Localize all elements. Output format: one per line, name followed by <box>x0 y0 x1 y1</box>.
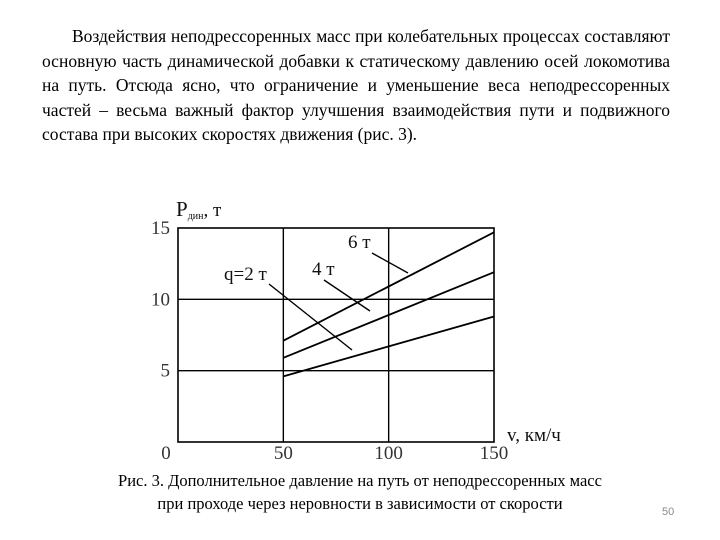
x-tick-label-150: 150 <box>479 443 509 464</box>
y-tick-label-10: 10 <box>151 289 170 311</box>
chart-frame <box>178 228 494 442</box>
y-tick-label-15: 15 <box>151 218 170 239</box>
chart-grid <box>178 228 494 442</box>
y-axis-label: Pдин, т <box>176 197 222 222</box>
caption-line-1: Рис. 3. Дополнительное давление на путь от неподрессоренных масс <box>118 471 602 490</box>
series-leader-q2 <box>269 284 352 350</box>
chart-tick-labels <box>151 218 508 464</box>
series-label-6t: 6 т <box>348 232 371 253</box>
x-tick-label-0: 0 <box>161 443 171 464</box>
x-axis-label: v, км/ч <box>507 425 561 446</box>
series-label-q2: q=2 т <box>224 264 267 285</box>
body-paragraph: Воздействия неподрессоренных масс при колебательных процессах составляют основную часть динамической добавки к статическому давлению осей локомотива на путь. Отсюда ясно, что ограничение и уменьшение веса неподрессоренных частей – весьма важный фактор улучшения взаимодействия пути и подвижного состава при высоких скоростях движения (рис. 3). <box>42 26 670 145</box>
figure-caption <box>40 469 680 515</box>
x-tick-label-50: 50 <box>273 443 293 464</box>
page-number: 50 <box>662 506 675 518</box>
caption-line-2: при проходе через неровности в зависимости от скорости <box>157 494 563 513</box>
x-tick-label-100: 100 <box>374 443 403 464</box>
series-label-4t: 4 т <box>312 259 335 280</box>
series-leader-6t <box>372 253 408 273</box>
y-tick-label-5: 5 <box>160 360 170 382</box>
series-leader-4t <box>324 280 370 311</box>
